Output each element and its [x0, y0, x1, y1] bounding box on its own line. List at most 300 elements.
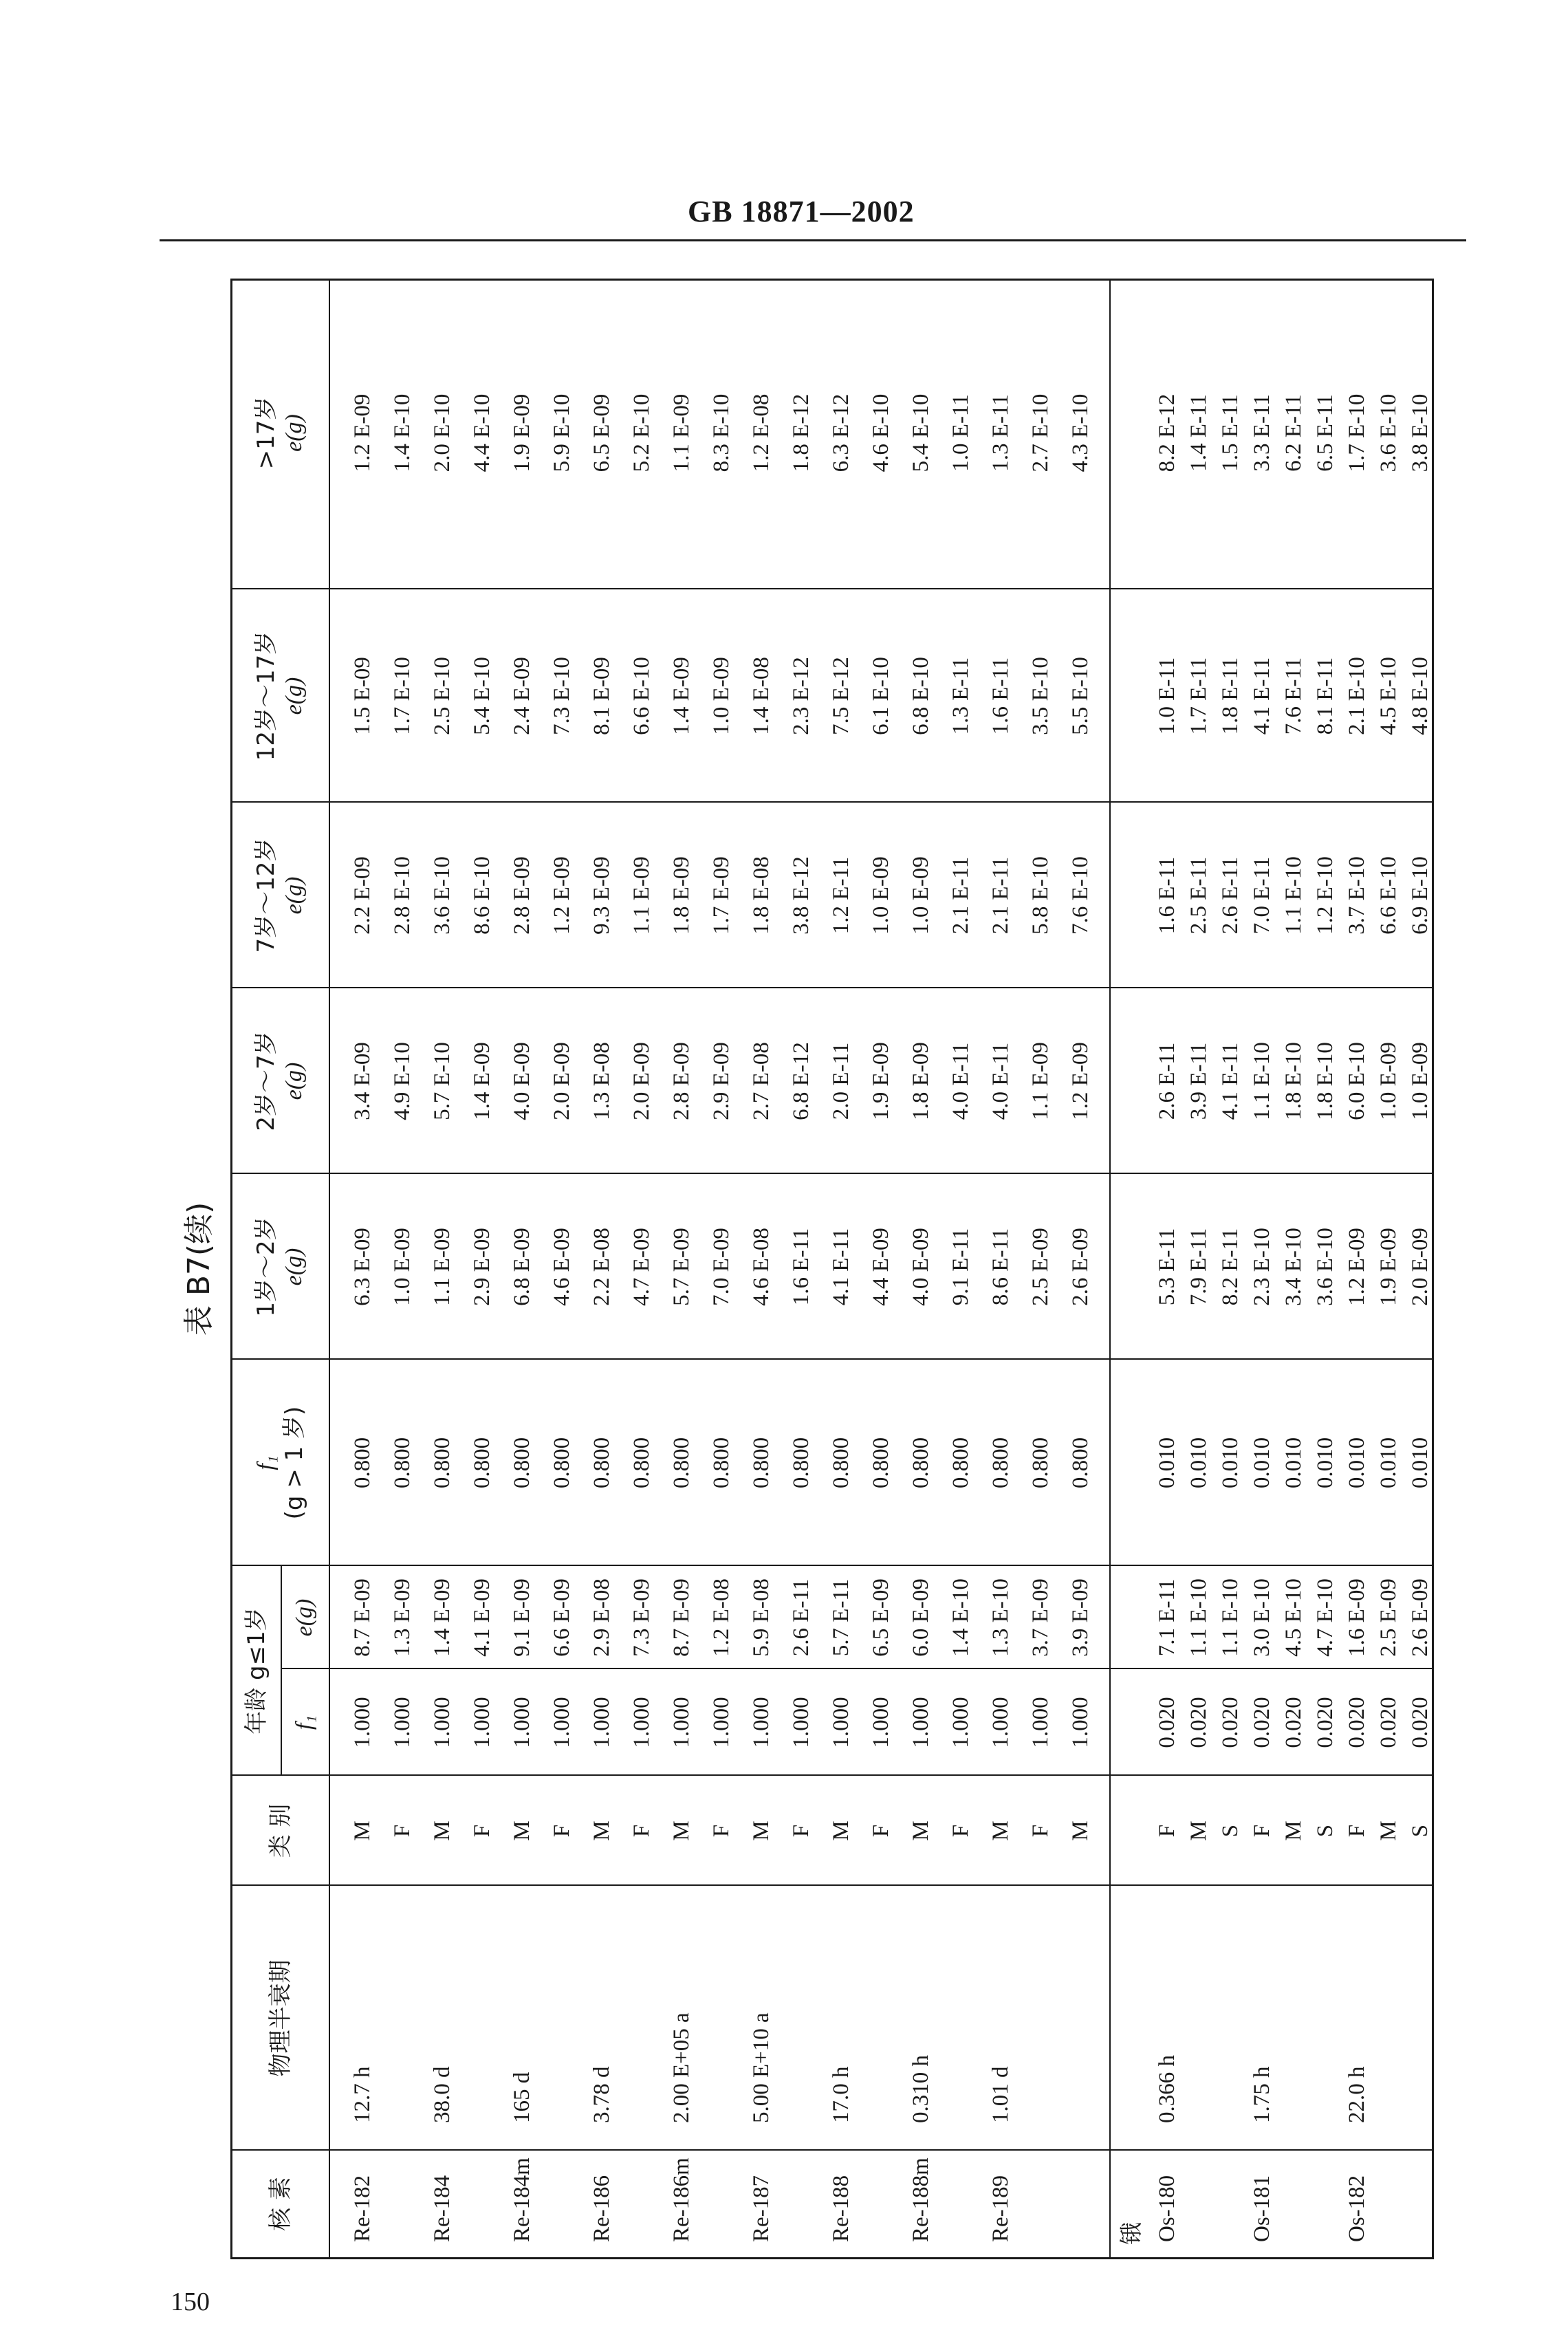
header-age-17: >17岁 e(g): [252, 396, 307, 470]
cell-e2-7: 2.8 E-09: [669, 1042, 694, 1120]
cell-nuclide: [861, 2153, 901, 2242]
cell-e1-2: 2.2 E-08: [589, 1228, 614, 1306]
cell-e2-7: 1.1 E-09: [1028, 1042, 1053, 1120]
cell-e1-2: 4.0 E-09: [908, 1228, 933, 1306]
cell-half-life: 1.75 h: [1250, 2066, 1274, 2123]
header-age-12-17: 12岁～17岁 e(g): [252, 631, 307, 761]
cell-e17: 4.4 E-10: [470, 393, 494, 472]
cell-e12-17: 1.7 E-11: [1186, 657, 1211, 735]
cell-e2-7: 2.0 E-11: [829, 1042, 853, 1120]
cell-half-life: 12.7 h: [350, 2066, 375, 2123]
cell-e-inf: 8.7 E-09: [669, 1578, 694, 1657]
table-row: [741, 281, 781, 2257]
cell-e2-7: 4.9 E-10: [390, 1042, 415, 1120]
cell-nuclide: [941, 2153, 981, 2242]
cell-half-life: 0.310 h: [908, 2055, 933, 2123]
cell-e7-12: 5.8 E-10: [1028, 856, 1053, 935]
cell-e7-12: 1.8 E-08: [749, 856, 774, 935]
cell-e2-7: 4.0 E-11: [988, 1042, 1013, 1120]
cell-e1-2: 6.3 E-09: [350, 1228, 375, 1306]
cell-type: M: [1068, 1820, 1093, 1841]
cell-e12-17: 1.3 E-11: [948, 657, 973, 735]
header-e-infant: e(g): [291, 1598, 317, 1637]
table-row: [382, 281, 422, 2257]
cell-f1-inf: 1.000: [1068, 1697, 1093, 1748]
cell-e-inf: 2.6 E-09: [1408, 1578, 1433, 1657]
cell-e1-2: 2.3 E-10: [1250, 1228, 1274, 1306]
cell-f1: 0.800: [1068, 1437, 1093, 1489]
document-header: GB 18871—2002: [688, 195, 915, 228]
cell-e-inf: 1.3 E-09: [390, 1578, 415, 1657]
cell-type: F: [948, 1824, 973, 1838]
cell-e17: 6.2 E-11: [1281, 394, 1306, 472]
landscape-page: [175, 279, 1434, 2259]
cell-e7-12: 2.8 E-09: [510, 856, 534, 935]
cell-type: F: [549, 1824, 574, 1838]
cell-e7-12: 6.6 E-10: [1376, 856, 1401, 935]
cell-e-inf: 3.0 E-10: [1250, 1578, 1274, 1657]
cell-f1: 0.800: [350, 1437, 375, 1489]
cell-type: F: [869, 1824, 893, 1838]
cell-e1-2: 7.0 E-09: [709, 1228, 734, 1306]
cell-e-inf: 5.9 E-08: [749, 1578, 774, 1657]
cell-e2-7: 2.0 E-09: [629, 1042, 654, 1120]
table-row: [1400, 281, 1440, 2257]
cell-f1-inf: 1.000: [749, 1697, 774, 1748]
cell-type: F: [709, 1824, 734, 1838]
cell-e7-12: 1.0 E-09: [908, 856, 933, 935]
cell-e1-2: 5.7 E-09: [669, 1228, 694, 1306]
cell-e1-2: 4.6 E-08: [749, 1228, 774, 1306]
table-row: [502, 281, 542, 2257]
cell-e17: 2.7 E-10: [1028, 393, 1053, 472]
cell-e17: 2.0 E-10: [430, 393, 455, 472]
cell-f1-inf: 1.000: [1028, 1697, 1053, 1748]
table-row: [981, 281, 1021, 2257]
cell-e7-12: 3.6 E-10: [430, 856, 455, 935]
page-number: 150: [171, 2287, 210, 2316]
cell-e-inf: 4.1 E-09: [470, 1578, 494, 1657]
cell-nuclide: Os-180: [1155, 2175, 1179, 2242]
cell-e2-7: 4.0 E-09: [510, 1042, 534, 1120]
cell-e2-7: 1.9 E-09: [869, 1042, 893, 1120]
cell-e17: 5.2 E-10: [629, 393, 654, 472]
table-row: [542, 281, 582, 2257]
cell-e17: 1.2 E-09: [350, 393, 375, 472]
cell-e12-17: 1.0 E-09: [709, 657, 734, 735]
cell-e2-7: 1.8 E-10: [1313, 1042, 1338, 1120]
cell-f1-inf: 1.000: [629, 1697, 654, 1748]
cell-half-life: [861, 1889, 901, 2123]
cell-e12-17: 4.1 E-11: [1250, 657, 1274, 735]
table-row: [422, 281, 462, 2257]
cell-f1-inf: 1.000: [669, 1697, 694, 1748]
header-divider: [329, 281, 330, 2257]
cell-e2-7: 5.7 E-10: [430, 1042, 455, 1120]
cell-e1-2: 8.2 E-11: [1218, 1228, 1243, 1306]
cell-e1-2: 8.6 E-11: [988, 1228, 1013, 1306]
header-age-1-2: 1岁～2岁 e(g): [252, 1217, 307, 1317]
cell-e7-12: 7.0 E-11: [1250, 856, 1274, 935]
cell-e7-12: 1.1 E-09: [629, 856, 654, 935]
cell-e-inf: 5.7 E-11: [829, 1578, 853, 1657]
dose-coefficient-table: [230, 279, 1434, 2259]
cell-e1-2: 3.4 E-10: [1281, 1228, 1306, 1306]
cell-e1-2: 3.6 E-10: [1313, 1228, 1338, 1306]
cell-e2-7: 3.4 E-09: [350, 1042, 375, 1120]
cell-e7-12: 2.1 E-11: [948, 856, 973, 935]
cell-e1-2: 5.3 E-11: [1155, 1228, 1179, 1306]
header-type: 类 别: [266, 1803, 294, 1858]
cell-f1: 0.800: [510, 1437, 534, 1489]
cell-e1-2: 2.5 E-09: [1028, 1228, 1053, 1306]
cell-e17: 1.4 E-10: [390, 393, 415, 472]
cell-e17: 5.9 E-10: [549, 393, 574, 472]
cell-nuclide: [1060, 2153, 1100, 2242]
cell-e17: 1.7 E-10: [1344, 393, 1369, 472]
cell-f1: 0.800: [948, 1437, 973, 1489]
cell-type: M: [988, 1820, 1013, 1841]
cell-e12-17: 8.1 E-09: [589, 657, 614, 735]
cell-nuclide: [701, 2153, 741, 2242]
cell-f1: 0.800: [470, 1437, 494, 1489]
header-f1-adult: f₁ (g > 1 岁): [253, 1406, 308, 1520]
cell-e1-2: 4.6 E-09: [549, 1228, 574, 1306]
table-row: [901, 281, 941, 2257]
cell-e-inf: 4.7 E-10: [1313, 1578, 1338, 1657]
cell-half-life: [941, 1889, 981, 2123]
cell-f1: 0.800: [709, 1437, 734, 1489]
table-caption: 表 B7(续): [182, 1202, 217, 1336]
cell-e2-7: 6.8 E-12: [789, 1042, 814, 1120]
cell-nuclide: Os-181: [1250, 2175, 1274, 2242]
table-row: [821, 281, 861, 2257]
cell-e-inf: 1.4 E-10: [948, 1578, 973, 1657]
cell-e2-7: 2.6 E-11: [1155, 1042, 1179, 1120]
cell-e7-12: 2.5 E-11: [1186, 856, 1211, 935]
cell-f1-inf: 1.000: [589, 1697, 614, 1748]
cell-nuclide: Re-188m: [908, 2157, 933, 2242]
cell-e2-7: 4.0 E-11: [948, 1042, 973, 1120]
cell-e17: 5.4 E-10: [908, 393, 933, 472]
cell-type: M: [749, 1820, 774, 1841]
table-row: [781, 281, 821, 2257]
cell-half-life: 165 d: [510, 2072, 534, 2123]
cell-nuclide: Re-184m: [510, 2157, 534, 2242]
cell-e7-12: 9.3 E-09: [589, 856, 614, 935]
cell-e17: 1.5 E-11: [1218, 394, 1243, 472]
cell-nuclide: Re-186m: [669, 2157, 694, 2242]
cell-f1-inf: 0.020: [1376, 1697, 1401, 1748]
cell-f1: 0.800: [430, 1437, 455, 1489]
cell-e2-7: 1.4 E-09: [470, 1042, 494, 1120]
cell-e12-17: 5.5 E-10: [1068, 657, 1093, 735]
cell-e12-17: 2.3 E-12: [789, 657, 814, 735]
cell-f1-inf: 1.000: [510, 1697, 534, 1748]
cell-e2-7: 2.7 E-08: [749, 1042, 774, 1120]
cell-e2-7: 1.1 E-10: [1250, 1042, 1274, 1120]
cell-e-inf: 1.1 E-10: [1186, 1578, 1211, 1657]
cell-half-life: 2.00 E+05 a: [669, 2012, 694, 2123]
cell-e-inf: 7.1 E-11: [1155, 1578, 1179, 1657]
cell-e12-17: 2.1 E-10: [1344, 657, 1369, 735]
cell-type: M: [430, 1820, 455, 1841]
cell-e2-7: 3.9 E-11: [1186, 1042, 1211, 1120]
cell-e-inf: 7.3 E-09: [629, 1578, 654, 1657]
cell-e7-12: 1.7 E-09: [709, 856, 734, 935]
cell-e17: 1.4 E-11: [1186, 394, 1211, 472]
cell-e1-2: 4.1 E-11: [829, 1228, 853, 1306]
cell-e1-2: 1.1 E-09: [430, 1228, 455, 1306]
cell-e-inf: 2.6 E-11: [789, 1578, 814, 1657]
cell-e-inf: 1.6 E-09: [1344, 1578, 1369, 1657]
cell-half-life: 5.00 E+10 a: [749, 2012, 774, 2123]
cell-nuclide: [1400, 2153, 1440, 2242]
cell-f1: 0.010: [1250, 1437, 1274, 1489]
cell-type: M: [1186, 1820, 1211, 1841]
cell-e12-17: 6.6 E-10: [629, 657, 654, 735]
cell-e17: 1.2 E-08: [749, 393, 774, 472]
cell-half-life: 17.0 h: [829, 2066, 853, 2123]
cell-e12-17: 3.5 E-10: [1028, 657, 1053, 735]
cell-e7-12: 2.1 E-11: [988, 856, 1013, 935]
cell-e-inf: 9.1 E-09: [510, 1578, 534, 1657]
cell-f1-inf: 1.000: [948, 1697, 973, 1748]
cell-f1: 0.800: [908, 1437, 933, 1489]
cell-half-life: 3.78 d: [589, 2066, 614, 2123]
cell-f1: 0.800: [629, 1437, 654, 1489]
header-nuclide: 核 素: [266, 2177, 294, 2231]
header-age-infant: 年龄 g≤1岁: [242, 1607, 270, 1735]
cell-e17: 3.3 E-11: [1250, 394, 1274, 472]
element-label-osmium: 锇: [1118, 2222, 1144, 2245]
cell-e7-12: 1.0 E-09: [869, 856, 893, 935]
cell-f1: 0.800: [669, 1437, 694, 1489]
cell-nuclide: Re-186: [589, 2175, 614, 2242]
cell-e17: 3.8 E-10: [1408, 393, 1433, 472]
cell-half-life: [622, 1889, 662, 2123]
cell-e12-17: 1.8 E-11: [1218, 657, 1243, 735]
cell-f1-inf: 0.020: [1313, 1697, 1338, 1748]
cell-e17: 6.5 E-09: [589, 393, 614, 472]
cell-e-inf: 1.4 E-09: [430, 1578, 455, 1657]
table-row: [701, 281, 741, 2257]
cell-e-inf: 6.0 E-09: [908, 1578, 933, 1657]
cell-nuclide: [622, 2153, 662, 2242]
cell-type: F: [1250, 1824, 1274, 1838]
cell-e7-12: 1.6 E-11: [1155, 856, 1179, 935]
cell-e2-7: 4.1 E-11: [1218, 1042, 1243, 1120]
cell-nuclide: Os-182: [1344, 2175, 1369, 2242]
cell-type: M: [669, 1820, 694, 1841]
cell-nuclide: Re-187: [749, 2175, 774, 2242]
table-row: [861, 281, 901, 2257]
cell-f1: 0.800: [589, 1437, 614, 1489]
cell-e2-7: 1.8 E-10: [1281, 1042, 1306, 1120]
cell-type: M: [908, 1820, 933, 1841]
cell-half-life: [781, 1889, 821, 2123]
cell-f1: 0.800: [829, 1437, 853, 1489]
cell-e-inf: 2.5 E-09: [1376, 1578, 1401, 1657]
cell-e7-12: 1.1 E-10: [1281, 856, 1306, 935]
cell-e1-2: 2.0 E-09: [1408, 1228, 1433, 1306]
cell-type: F: [390, 1824, 415, 1838]
cell-e17: 8.3 E-10: [709, 393, 734, 472]
cell-e7-12: 3.8 E-12: [789, 856, 814, 935]
cell-e7-12: 3.7 E-10: [1344, 856, 1369, 935]
cell-e2-7: 2.9 E-09: [709, 1042, 734, 1120]
cell-e-inf: 3.9 E-09: [1068, 1578, 1093, 1657]
cell-e2-7: 1.2 E-09: [1068, 1042, 1093, 1120]
cell-e1-2: 2.9 E-09: [470, 1228, 494, 1306]
cell-f1: 0.010: [1218, 1437, 1243, 1489]
cell-e-inf: 1.3 E-10: [988, 1578, 1013, 1657]
cell-half-life: [462, 1889, 502, 2123]
cell-half-life: [701, 1889, 741, 2123]
cell-e2-7: 1.0 E-09: [1408, 1042, 1433, 1120]
cell-f1: 0.010: [1281, 1437, 1306, 1489]
cell-e12-17: 1.5 E-09: [350, 657, 375, 735]
cell-e17: 1.1 E-09: [669, 393, 694, 472]
cell-e17: 4.6 E-10: [869, 393, 893, 472]
cell-e2-7: 6.0 E-10: [1344, 1042, 1369, 1120]
section-divider: [1109, 281, 1111, 2257]
table-row: [941, 281, 981, 2257]
cell-f1-inf: 0.020: [1281, 1697, 1306, 1748]
cell-half-life: [1400, 1889, 1440, 2123]
header-rule: [160, 239, 1466, 241]
cell-e17: 3.6 E-10: [1376, 393, 1401, 472]
cell-type: F: [629, 1824, 654, 1838]
cell-e17: 1.9 E-09: [510, 393, 534, 472]
cell-f1: 0.010: [1408, 1437, 1433, 1489]
cell-e2-7: 2.0 E-09: [549, 1042, 574, 1120]
cell-f1-inf: 0.020: [1186, 1697, 1211, 1748]
header-age-2-7: 2岁～7岁 e(g): [252, 1031, 307, 1131]
cell-e-inf: 4.5 E-10: [1281, 1578, 1306, 1657]
cell-half-life: [1060, 1889, 1100, 2123]
cell-half-life: 38.0 d: [430, 2066, 455, 2123]
cell-e12-17: 1.7 E-10: [390, 657, 415, 735]
cell-e-inf: 6.5 E-09: [869, 1578, 893, 1657]
cell-e-inf: 1.1 E-10: [1218, 1578, 1243, 1657]
cell-e7-12: 1.8 E-09: [669, 856, 694, 935]
cell-e12-17: 4.8 E-10: [1408, 657, 1433, 735]
cell-half-life: 1.01 d: [988, 2066, 1013, 2123]
cell-e12-17: 1.6 E-11: [988, 657, 1013, 735]
cell-nuclide: [382, 2153, 422, 2242]
cell-type: M: [350, 1820, 375, 1841]
cell-type: S: [1218, 1824, 1243, 1838]
cell-f1: 0.010: [1186, 1437, 1211, 1489]
table-row: [582, 281, 622, 2257]
cell-e7-12: 1.2 E-09: [549, 856, 574, 935]
cell-f1: 0.010: [1155, 1437, 1179, 1489]
cell-type: S: [1313, 1824, 1338, 1838]
table-row: [342, 281, 382, 2257]
cell-e12-17: 6.1 E-10: [869, 657, 893, 735]
cell-f1-inf: 1.000: [988, 1697, 1013, 1748]
cell-e-inf: 3.7 E-09: [1028, 1578, 1053, 1657]
cell-f1-inf: 1.000: [908, 1697, 933, 1748]
cell-e1-2: 7.9 E-11: [1186, 1228, 1211, 1306]
cell-e17: 8.2 E-12: [1155, 393, 1179, 472]
cell-e12-17: 7.5 E-12: [829, 657, 853, 735]
cell-e7-12: 1.2 E-11: [829, 856, 853, 935]
cell-f1: 0.800: [390, 1437, 415, 1489]
cell-f1-inf: 1.000: [829, 1697, 853, 1748]
cell-f1: 0.800: [549, 1437, 574, 1489]
cell-e7-12: 8.6 E-10: [470, 856, 494, 935]
cell-half-life: [542, 1889, 582, 2123]
cell-f1-inf: 1.000: [350, 1697, 375, 1748]
cell-e12-17: 7.6 E-11: [1281, 657, 1306, 735]
cell-f1-inf: 0.020: [1250, 1697, 1274, 1748]
cell-f1: 0.010: [1376, 1437, 1401, 1489]
cell-e17: 1.8 E-12: [789, 393, 814, 472]
cell-type: M: [1376, 1820, 1401, 1841]
header-f1-infant: f₁: [291, 1715, 317, 1730]
cell-e1-2: 1.0 E-09: [390, 1228, 415, 1306]
cell-f1-inf: 1.000: [470, 1697, 494, 1748]
cell-half-life: 0.366 h: [1155, 2055, 1179, 2123]
cell-type: F: [1344, 1824, 1369, 1838]
cell-e12-17: 8.1 E-11: [1313, 657, 1338, 735]
cell-f1-inf: 1.000: [869, 1697, 893, 1748]
cell-type: F: [1155, 1824, 1179, 1838]
cell-f1: 0.800: [749, 1437, 774, 1489]
cell-f1-inf: 0.020: [1344, 1697, 1369, 1748]
cell-nuclide: Re-189: [988, 2175, 1013, 2242]
cell-f1-inf: 1.000: [390, 1697, 415, 1748]
cell-f1: 0.800: [988, 1437, 1013, 1489]
table-row: [1060, 281, 1100, 2257]
table-row: [622, 281, 662, 2257]
cell-e-inf: 8.7 E-09: [350, 1578, 375, 1657]
cell-type: F: [470, 1824, 494, 1838]
cell-f1: 0.800: [789, 1437, 814, 1489]
cell-e12-17: 6.8 E-10: [908, 657, 933, 735]
cell-half-life: [382, 1889, 422, 2123]
header-age-7-12: 7岁～12岁 e(g): [252, 838, 307, 953]
cell-e12-17: 1.4 E-08: [749, 657, 774, 735]
cell-type: F: [789, 1824, 814, 1838]
cell-f1: 0.800: [1028, 1437, 1053, 1489]
table-row: [462, 281, 502, 2257]
cell-nuclide: Re-184: [430, 2175, 455, 2242]
cell-e7-12: 2.6 E-11: [1218, 856, 1243, 935]
cell-nuclide: [1021, 2153, 1060, 2242]
cell-e1-2: 9.1 E-11: [948, 1228, 973, 1306]
cell-half-life: [1021, 1889, 1060, 2123]
cell-e12-17: 1.4 E-09: [669, 657, 694, 735]
cell-nuclide: Re-182: [350, 2175, 375, 2242]
cell-e1-2: 1.6 E-11: [789, 1228, 814, 1306]
cell-e12-17: 2.5 E-10: [430, 657, 455, 735]
cell-f1-inf: 0.020: [1408, 1697, 1433, 1748]
cell-e17: 1.3 E-11: [988, 394, 1013, 472]
cell-e17: 6.3 E-12: [829, 393, 853, 472]
cell-f1-inf: 1.000: [430, 1697, 455, 1748]
cell-e7-12: 6.9 E-10: [1408, 856, 1433, 935]
cell-e1-2: 4.4 E-09: [869, 1228, 893, 1306]
cell-e7-12: 2.8 E-10: [390, 856, 415, 935]
cell-e17: 6.5 E-11: [1313, 394, 1338, 472]
cell-e7-12: 2.2 E-09: [350, 856, 375, 935]
cell-e-inf: 1.2 E-08: [709, 1578, 734, 1657]
cell-type: S: [1408, 1824, 1433, 1838]
cell-e-inf: 6.6 E-09: [549, 1578, 574, 1657]
